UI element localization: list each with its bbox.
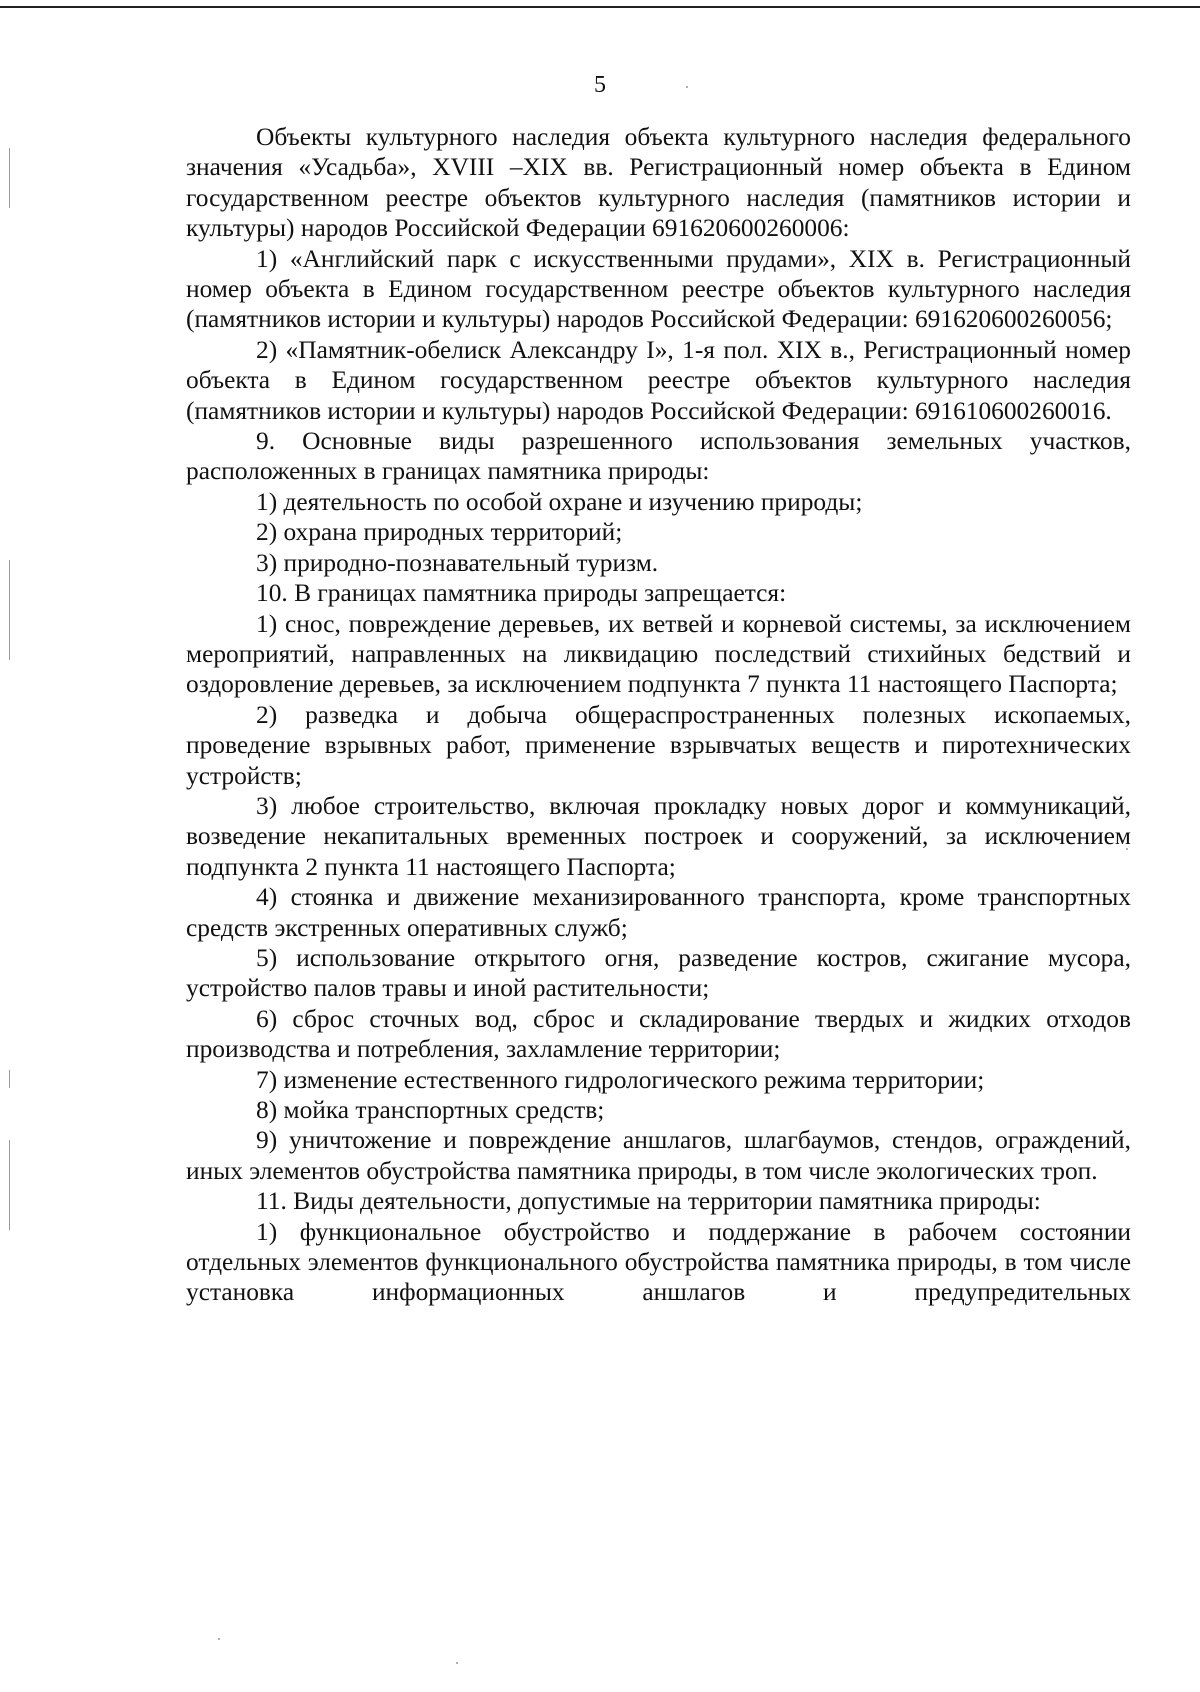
list-item: 8) мойка транспортных средств; [256, 1096, 605, 1124]
list-item: 6) сброс сточных вод, сброс и складирование твердых и жидких отходов производства и потребления, захламление территории; [186, 1004, 1131, 1064]
page-number: 5 [594, 72, 606, 98]
paragraph: 10. В границах памятника природы запрещается: [256, 579, 787, 608]
list-item: 2) разведка и добыча общераспространенных полезных ископаемых, проведение взрывных работ, применение взрывчатых веществ и пиротехнических устройств; [186, 700, 1131, 790]
scan-speck [456, 1662, 458, 1664]
list-item: 2) охрана природных территорий; [256, 518, 623, 547]
scan-speck [218, 1638, 220, 1640]
paragraph: 9. Основные виды разрешенного использования земельных участков, расположенных в границах памятника природы: [186, 427, 1131, 486]
document-body [186, 122, 1131, 1308]
scan-margin-mark [9, 1070, 10, 1088]
paragraph: 1) «Английский парк с искусственными прудами», XIX в. Регистрационный номер объекта в Едином государственном реестре объектов культурного наследия (памятников истории и культуры) народов Российской Федерации: 691620600260056; [186, 244, 1131, 334]
list-item: 7) изменение естественного гидрологического режима территории; [256, 1065, 985, 1094]
list-item: 1) деятельность по особой охране и изучению природы; [256, 487, 863, 516]
list-item: 1) функциональное обустройство и поддержание в рабочем состоянии отдельных элементов функционального обустройства памятника природы, в том числе установка информационных аншлагов и предупредительных [186, 1217, 1131, 1307]
paragraph: 2) «Памятник-обелиск Александру I», 1-я пол. XIX в., Регистрационный номер объекта в Едином государственном реестре объектов культурного наследия (памятников истории и культуры) народов Российской Федерации: 691610600260016. [186, 335, 1131, 425]
scan-margin-mark [9, 560, 10, 660]
list-item: 9) уничтожение и повреждение аншлагов, шлагбаумов, стендов, ограждений, иных элементов обустройства памятника природы, в том числе экологических троп. [186, 1126, 1131, 1185]
paragraph: Объекты культурного наследия объекта культурного наследия федерального значения «Усадьба», XVIII –XIX вв. Регистрационный номер объекта в Едином государственном реестре объектов культурного наследия (памятников истории и культуры) народов Российской Федерации 691620600260006: [186, 123, 1131, 243]
list-item: 5) использование открытого огня, разведение костров, сжигание мусора, устройство палов травы и иной растительности; [186, 943, 1131, 1003]
scan-margin-mark [9, 1140, 10, 1230]
paragraph: 11. Виды деятельности, допустимые на территории памятника природы: [256, 1187, 1041, 1216]
list-item: 3) природно-познавательный туризм. [256, 548, 659, 577]
list-item: 1) снос, повреждение деревьев, их ветвей и корневой системы, за исключением мероприятий, направленных на ликвидацию последствий стихийных бедствий и оздоровление деревьев, за исключением подпункта 7 пункта 11 настоящего Паспорта; [186, 609, 1131, 699]
list-item: 4) стоянка и движение механизированного транспорта, кроме транспортных средств экстренных оперативных служб; [186, 883, 1131, 942]
list-item: 3) любое строительство, включая прокладку новых дорог и коммуникаций, возведение некапитальных временных построек и сооружений, за исключением подпункта 2 пункта 11 настоящего Паспорта; [186, 791, 1131, 881]
scan-margin-mark [9, 148, 10, 208]
top-border-line [0, 6, 1200, 8]
